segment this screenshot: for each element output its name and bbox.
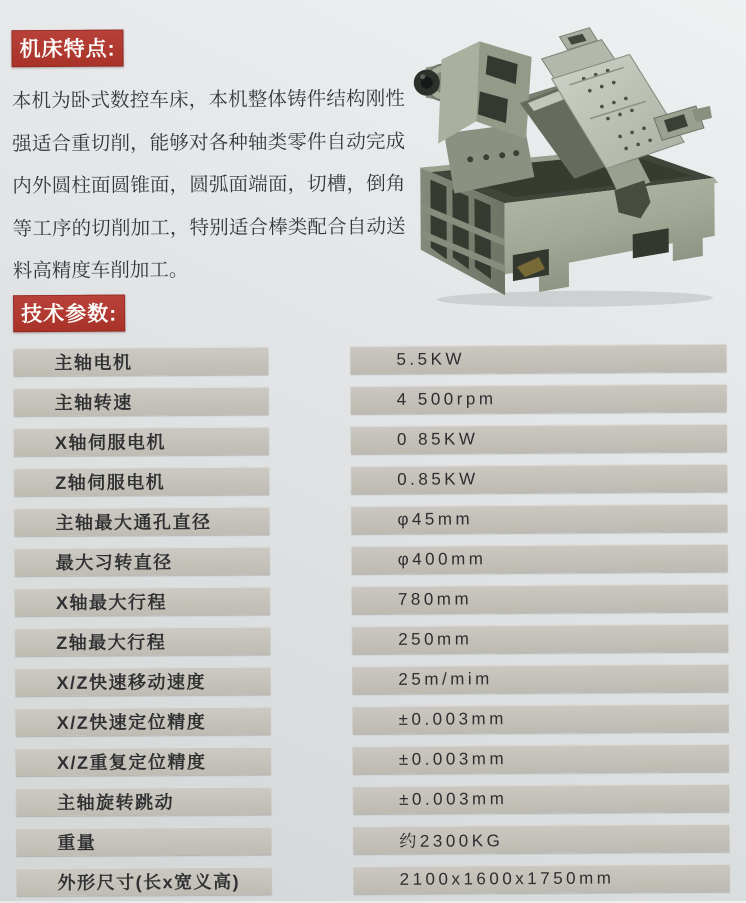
features-section — [0, 0, 745, 293]
spec-value-bar — [353, 823, 729, 853]
spec-row-spacer — [272, 866, 354, 895]
spec-value-bar — [353, 703, 729, 733]
spec-row-spacer — [270, 546, 352, 575]
spec-value: 4 500rpm — [396, 388, 497, 409]
spec-row — [14, 423, 746, 455]
spec-label-bar — [16, 786, 271, 816]
spec-row — [15, 583, 746, 615]
spec-value-bar — [353, 783, 729, 813]
spec-label: 重量 — [57, 832, 97, 853]
spec-label: X轴伺服电机 — [54, 431, 167, 453]
spec-label: X/Z快速移动速度 — [56, 671, 206, 693]
spec-value-bar — [352, 663, 728, 693]
spec-label: X轴最大行程 — [55, 591, 167, 613]
spec-row-spacer — [270, 586, 352, 615]
spec-value: φ45mm — [397, 508, 474, 529]
spec-row — [16, 703, 746, 735]
spec-row — [13, 343, 745, 375]
spec-value-bar — [351, 383, 727, 413]
spec-value-bar — [352, 623, 728, 653]
spec-value-bar — [351, 423, 727, 453]
specs-badge: 技术参数: — [13, 294, 125, 332]
spec-row-spacer — [271, 746, 353, 775]
spec-label: 最大习转直径 — [55, 551, 173, 573]
spec-label: X/Z重复定位精度 — [56, 751, 207, 773]
spec-label-bar — [15, 626, 270, 656]
spec-label-bar — [15, 546, 270, 576]
spec-value: ±0.003mm — [398, 708, 507, 729]
spec-row-spacer — [268, 346, 350, 375]
spec-label-bar — [15, 586, 270, 616]
features-badge: 机床特点: — [11, 30, 123, 68]
spec-label: 主轴转速 — [54, 391, 133, 413]
spec-row-spacer — [269, 506, 351, 535]
features-paragraph: 本机为卧式数控车床，本机整体铸件结构刚性强适合重切削，能够对各种轴类零件自动完成内外圆柱面圆锥面，圆弧面端面，切槽，倒角等工序的切削加工，特别适合棒类配合自动送料高精度车削加工。 — [11, 87, 406, 283]
spec-row — [16, 743, 746, 775]
spec-row — [16, 783, 746, 815]
spec-value-bar — [354, 863, 730, 893]
spec-table — [13, 343, 746, 895]
spec-value: ±0.003mm — [399, 788, 508, 809]
spec-value: 0.85KW — [397, 468, 479, 489]
spec-row-spacer — [269, 426, 351, 455]
spec-value: 250mm — [398, 628, 473, 649]
spec-label-bar — [13, 346, 268, 376]
spec-label: 主轴最大通孔直径 — [55, 511, 212, 533]
spec-row-spacer — [269, 466, 351, 495]
spec-value-bar — [352, 583, 728, 613]
spec-row-spacer — [269, 386, 351, 415]
spec-row-spacer — [271, 826, 353, 855]
cnc-lathe-image — [391, 6, 745, 310]
spec-row — [14, 383, 746, 415]
spec-value-bar — [350, 343, 726, 373]
spec-label: 主轴旋转跳动 — [57, 791, 175, 813]
spec-value: ±0.003mm — [398, 748, 508, 769]
spec-label: 外形尺寸(长x宽义高) — [57, 871, 241, 893]
spec-label: 主轴电机 — [54, 351, 133, 373]
spec-label-bar — [14, 506, 269, 536]
spec-row-spacer — [271, 706, 353, 735]
spec-value-bar — [351, 463, 727, 493]
spec-row — [17, 863, 746, 895]
spec-row-spacer — [270, 626, 352, 655]
spec-value: 25m/mim — [398, 668, 493, 689]
spec-row — [14, 463, 746, 495]
spec-value: 780mm — [397, 588, 473, 609]
spec-value: 0 85KW — [396, 428, 479, 449]
spec-label-bar — [14, 386, 269, 416]
spec-row — [15, 623, 746, 655]
spec-label-bar — [15, 666, 270, 696]
spec-label: X/Z快速定位精度 — [56, 711, 207, 733]
spec-row — [15, 543, 746, 575]
spec-value: 2100x1600x1750mm — [399, 868, 615, 889]
spec-value: φ400mm — [397, 548, 487, 569]
spec-value-bar — [352, 543, 728, 573]
spec-label-bar — [16, 746, 271, 776]
specs-section — [0, 288, 746, 896]
spec-row — [15, 663, 746, 695]
spec-row-spacer — [271, 786, 353, 815]
spec-label-bar — [16, 706, 271, 736]
spec-value-bar — [351, 503, 727, 533]
spec-row — [14, 503, 746, 535]
spec-label: Z轴伺服电机 — [55, 471, 166, 493]
cnc-lathe-illustration — [391, 6, 745, 310]
spec-row — [16, 823, 746, 855]
spec-label-bar — [17, 866, 272, 896]
spec-value: 约2300KG — [399, 831, 504, 851]
spec-label-bar — [14, 426, 269, 456]
spec-label-bar — [16, 826, 271, 856]
spec-label: Z轴最大行程 — [56, 631, 167, 653]
spec-row-spacer — [270, 666, 352, 695]
spec-value-bar — [353, 743, 729, 773]
spec-label-bar — [14, 466, 269, 496]
spec-value: 5.5KW — [396, 348, 466, 369]
